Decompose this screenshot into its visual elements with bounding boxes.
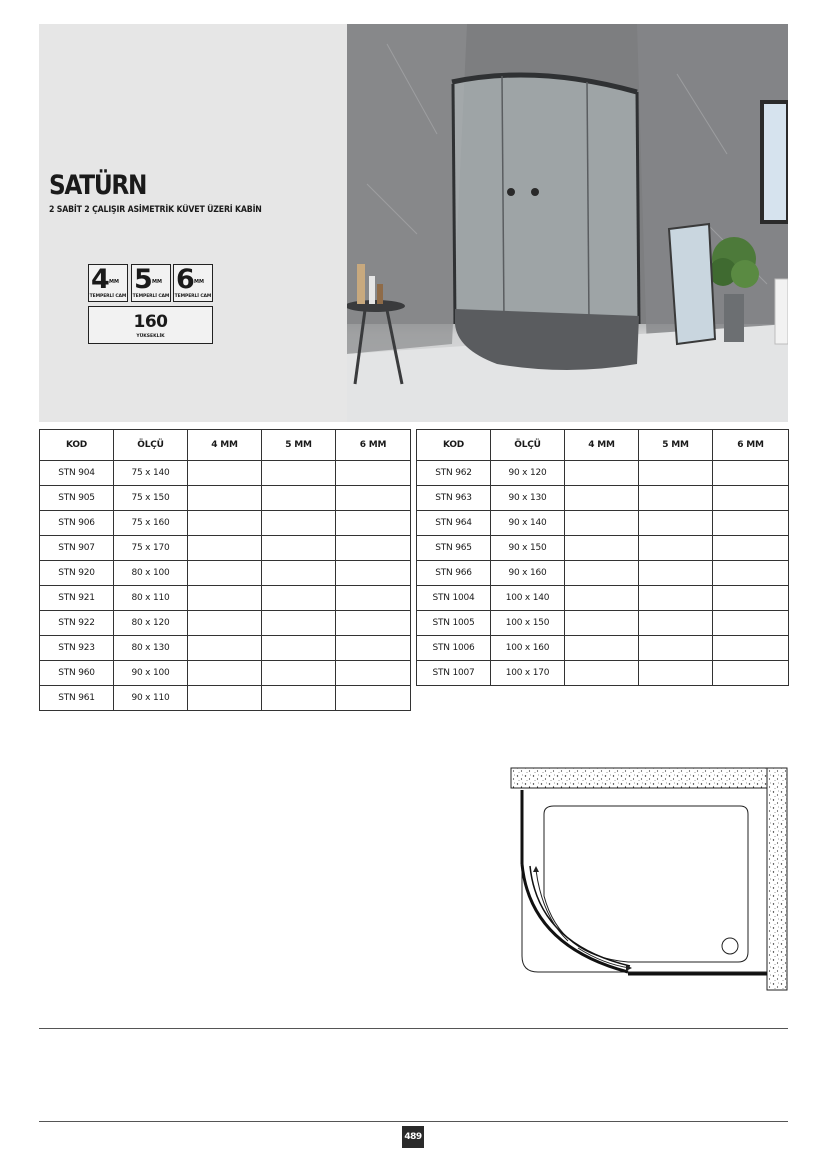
header-kod: KOD bbox=[417, 430, 491, 461]
cell-6mm bbox=[336, 661, 411, 686]
cell-5mm bbox=[262, 661, 336, 686]
header-olcu: ÖLÇÜ bbox=[114, 430, 188, 461]
cell-olcu: 90 x 150 bbox=[491, 536, 565, 561]
badge-number: 6 bbox=[176, 264, 194, 295]
cell-6mm bbox=[336, 686, 411, 711]
cell-6mm bbox=[336, 586, 411, 611]
cell-kod: STN 960 bbox=[40, 661, 114, 686]
header-6mm: 6 MM bbox=[713, 430, 789, 461]
header-kod: KOD bbox=[40, 430, 114, 461]
cell-5mm bbox=[262, 486, 336, 511]
cell-6mm bbox=[336, 461, 411, 486]
cell-4mm bbox=[565, 536, 639, 561]
cell-5mm bbox=[262, 461, 336, 486]
cell-6mm bbox=[713, 536, 789, 561]
header-4mm: 4 MM bbox=[565, 430, 639, 461]
badge-label: TEMPERLİ CAM bbox=[132, 294, 170, 299]
table-row bbox=[40, 611, 411, 636]
cell-olcu: 90 x 140 bbox=[491, 511, 565, 536]
header-panel bbox=[39, 24, 347, 422]
cell-4mm bbox=[565, 586, 639, 611]
cell-5mm bbox=[639, 511, 713, 536]
cell-kod: STN 1007 bbox=[417, 661, 491, 686]
cell-6mm bbox=[713, 561, 789, 586]
cell-kod: STN 1005 bbox=[417, 611, 491, 636]
cell-kod: STN 1006 bbox=[417, 636, 491, 661]
header-5mm: 5 MM bbox=[262, 430, 336, 461]
cell-4mm bbox=[188, 636, 262, 661]
table-row bbox=[40, 686, 411, 711]
cell-6mm bbox=[713, 661, 789, 686]
cell-6mm bbox=[336, 486, 411, 511]
cell-kod: STN 963 bbox=[417, 486, 491, 511]
cell-4mm bbox=[188, 511, 262, 536]
cell-5mm bbox=[262, 536, 336, 561]
table-row bbox=[417, 536, 789, 561]
table-row bbox=[40, 661, 411, 686]
cell-5mm bbox=[262, 686, 336, 711]
cell-5mm bbox=[262, 511, 336, 536]
table-row bbox=[417, 611, 789, 636]
cell-kod: STN 922 bbox=[40, 611, 114, 636]
product-title: SATÜRN bbox=[49, 170, 147, 201]
cell-kod: STN 964 bbox=[417, 511, 491, 536]
header-5mm: 5 MM bbox=[639, 430, 713, 461]
cell-4mm bbox=[565, 461, 639, 486]
table-row bbox=[417, 636, 789, 661]
spec-table-right bbox=[416, 429, 789, 686]
cell-6mm bbox=[336, 561, 411, 586]
badge-label: YÜKSEKLİK bbox=[136, 334, 165, 339]
cell-5mm bbox=[639, 611, 713, 636]
cell-6mm bbox=[713, 636, 789, 661]
cell-kod: STN 962 bbox=[417, 461, 491, 486]
cell-olcu: 90 x 100 bbox=[114, 661, 188, 686]
cell-5mm bbox=[262, 561, 336, 586]
cell-olcu: 80 x 100 bbox=[114, 561, 188, 586]
cell-olcu: 100 x 140 bbox=[491, 586, 565, 611]
badge-5mm bbox=[131, 264, 171, 302]
cell-olcu: 75 x 150 bbox=[114, 486, 188, 511]
cell-5mm bbox=[639, 461, 713, 486]
cell-5mm bbox=[639, 486, 713, 511]
cell-4mm bbox=[565, 511, 639, 536]
table-row bbox=[417, 511, 789, 536]
footer-divider bbox=[39, 1121, 788, 1122]
cell-4mm bbox=[188, 586, 262, 611]
cell-6mm bbox=[713, 486, 789, 511]
badge-unit: MM bbox=[194, 279, 204, 285]
badge-unit: MM bbox=[109, 279, 119, 285]
table-row bbox=[40, 561, 411, 586]
cell-4mm bbox=[565, 561, 639, 586]
table-row bbox=[417, 461, 789, 486]
badge-height bbox=[88, 306, 213, 344]
cell-kod: STN 923 bbox=[40, 636, 114, 661]
cell-kod: STN 965 bbox=[417, 536, 491, 561]
cell-olcu: 100 x 170 bbox=[491, 661, 565, 686]
cell-olcu: 90 x 130 bbox=[491, 486, 565, 511]
product-subtitle: 2 SABİT 2 ÇALIŞIR ASİMETRİK KÜVET ÜZERİ KABİN bbox=[49, 205, 262, 215]
cell-5mm bbox=[262, 611, 336, 636]
divider bbox=[39, 1028, 788, 1029]
cell-6mm bbox=[713, 611, 789, 636]
cell-5mm bbox=[639, 586, 713, 611]
cell-4mm bbox=[565, 636, 639, 661]
header-6mm: 6 MM bbox=[336, 430, 411, 461]
badge-label: TEMPERLİ CAM bbox=[174, 294, 212, 299]
cell-6mm bbox=[713, 461, 789, 486]
cell-5mm bbox=[639, 636, 713, 661]
cell-5mm bbox=[262, 586, 336, 611]
cell-kod: STN 1004 bbox=[417, 586, 491, 611]
product-photo bbox=[347, 24, 788, 422]
cell-5mm bbox=[639, 661, 713, 686]
plan-diagram bbox=[508, 766, 790, 992]
cell-6mm bbox=[713, 586, 789, 611]
cell-kod: STN 966 bbox=[417, 561, 491, 586]
table-row bbox=[40, 536, 411, 561]
table-row bbox=[417, 486, 789, 511]
cell-kod: STN 907 bbox=[40, 536, 114, 561]
cell-6mm bbox=[713, 511, 789, 536]
cell-olcu: 75 x 170 bbox=[114, 536, 188, 561]
cell-5mm bbox=[262, 636, 336, 661]
cell-6mm bbox=[336, 511, 411, 536]
cell-olcu: 75 x 160 bbox=[114, 511, 188, 536]
table-row bbox=[40, 461, 411, 486]
cell-5mm bbox=[639, 561, 713, 586]
badge-4mm bbox=[88, 264, 128, 302]
cell-4mm bbox=[188, 686, 262, 711]
table-row bbox=[40, 586, 411, 611]
cell-olcu: 90 x 110 bbox=[114, 686, 188, 711]
badge-6mm bbox=[173, 264, 213, 302]
cell-4mm bbox=[188, 461, 262, 486]
spec-table-left bbox=[39, 429, 411, 711]
table-header-row bbox=[417, 430, 789, 461]
cell-olcu: 90 x 120 bbox=[491, 461, 565, 486]
header-4mm: 4 MM bbox=[188, 430, 262, 461]
cabin-top-view-drawing bbox=[508, 766, 790, 992]
cell-5mm bbox=[639, 536, 713, 561]
cell-olcu: 80 x 110 bbox=[114, 586, 188, 611]
table-row bbox=[40, 511, 411, 536]
cell-4mm bbox=[188, 611, 262, 636]
cell-4mm bbox=[188, 486, 262, 511]
cell-4mm bbox=[565, 611, 639, 636]
table-row bbox=[40, 636, 411, 661]
badge-label: TEMPERLİ CAM bbox=[89, 294, 127, 299]
cell-kod: STN 920 bbox=[40, 561, 114, 586]
cell-olcu: 80 x 120 bbox=[114, 611, 188, 636]
cell-4mm bbox=[188, 561, 262, 586]
cell-4mm bbox=[188, 661, 262, 686]
cell-6mm bbox=[336, 536, 411, 561]
cell-6mm bbox=[336, 611, 411, 636]
table-row bbox=[417, 561, 789, 586]
badge-unit: MM bbox=[152, 279, 162, 285]
cell-4mm bbox=[565, 486, 639, 511]
cell-olcu: 75 x 140 bbox=[114, 461, 188, 486]
cell-4mm bbox=[565, 661, 639, 686]
header-olcu: ÖLÇÜ bbox=[491, 430, 565, 461]
table-row bbox=[40, 486, 411, 511]
cell-kod: STN 904 bbox=[40, 461, 114, 486]
cell-olcu: 100 x 150 bbox=[491, 611, 565, 636]
cell-kod: STN 905 bbox=[40, 486, 114, 511]
cell-olcu: 100 x 160 bbox=[491, 636, 565, 661]
cell-olcu: 80 x 130 bbox=[114, 636, 188, 661]
cell-6mm bbox=[336, 636, 411, 661]
cell-kod: STN 921 bbox=[40, 586, 114, 611]
badge-number: 5 bbox=[134, 264, 152, 295]
cell-4mm bbox=[188, 536, 262, 561]
cell-olcu: 90 x 160 bbox=[491, 561, 565, 586]
page-number: 489 bbox=[402, 1126, 424, 1148]
table-row bbox=[417, 586, 789, 611]
table-header-row bbox=[40, 430, 411, 461]
badge-number: 160 bbox=[133, 312, 168, 332]
badge-number: 4 bbox=[91, 264, 109, 295]
cell-kod: STN 906 bbox=[40, 511, 114, 536]
shower-cabin-illustration bbox=[347, 24, 788, 422]
cell-kod: STN 961 bbox=[40, 686, 114, 711]
table-row bbox=[417, 661, 789, 686]
